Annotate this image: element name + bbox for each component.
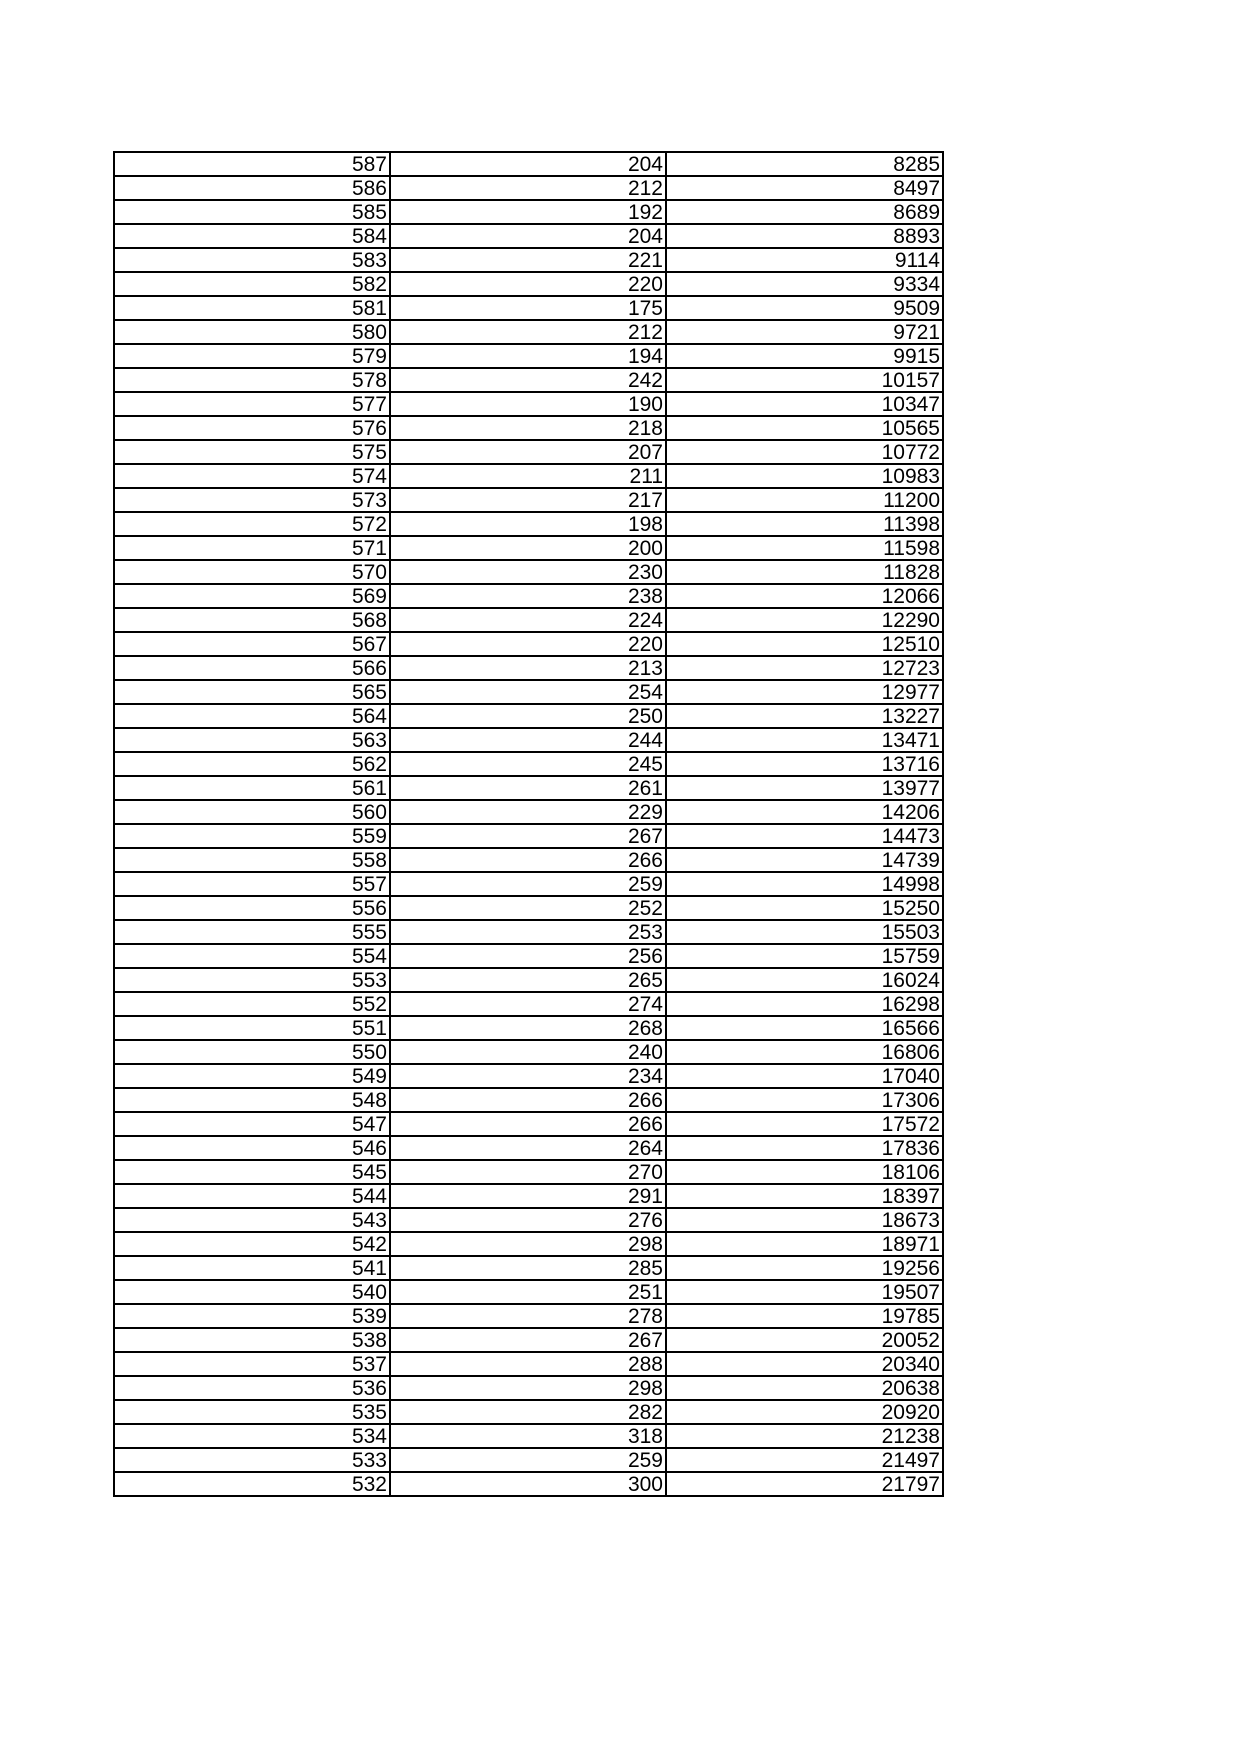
score-cell: 568	[114, 608, 390, 632]
score-cell: 567	[114, 632, 390, 656]
score-cell: 584	[114, 224, 390, 248]
score-cell: 537	[114, 1352, 390, 1376]
count-cell: 266	[390, 1088, 666, 1112]
cumulative-cell: 9721	[666, 320, 943, 344]
table-row	[114, 1064, 943, 1088]
table-row	[114, 416, 943, 440]
score-cell: 557	[114, 872, 390, 896]
score-cell: 566	[114, 656, 390, 680]
cumulative-cell: 21497	[666, 1448, 943, 1472]
score-cell: 534	[114, 1424, 390, 1448]
cumulative-cell: 12510	[666, 632, 943, 656]
table-row	[114, 464, 943, 488]
table-row	[114, 512, 943, 536]
score-cell: 543	[114, 1208, 390, 1232]
score-cell: 579	[114, 344, 390, 368]
count-cell: 192	[390, 200, 666, 224]
cumulative-cell: 18673	[666, 1208, 943, 1232]
table-row	[114, 560, 943, 584]
table-row	[114, 1136, 943, 1160]
cumulative-cell: 17836	[666, 1136, 943, 1160]
cumulative-cell: 13716	[666, 752, 943, 776]
cumulative-cell: 11200	[666, 488, 943, 512]
cumulative-cell: 19256	[666, 1256, 943, 1280]
cumulative-cell: 9334	[666, 272, 943, 296]
table-row	[114, 872, 943, 896]
score-table-body	[114, 152, 943, 1496]
count-cell: 298	[390, 1232, 666, 1256]
count-cell: 250	[390, 704, 666, 728]
score-cell: 578	[114, 368, 390, 392]
cumulative-cell: 12723	[666, 656, 943, 680]
table-row	[114, 1088, 943, 1112]
table-row	[114, 896, 943, 920]
score-cell: 540	[114, 1280, 390, 1304]
cumulative-cell: 10983	[666, 464, 943, 488]
table-row	[114, 1184, 943, 1208]
count-cell: 291	[390, 1184, 666, 1208]
cumulative-cell: 18971	[666, 1232, 943, 1256]
score-cell: 558	[114, 848, 390, 872]
score-cell: 554	[114, 944, 390, 968]
count-cell: 207	[390, 440, 666, 464]
count-cell: 267	[390, 824, 666, 848]
count-cell: 266	[390, 848, 666, 872]
count-cell: 285	[390, 1256, 666, 1280]
table-row	[114, 296, 943, 320]
count-cell: 200	[390, 536, 666, 560]
cumulative-cell: 21797	[666, 1472, 943, 1496]
count-cell: 224	[390, 608, 666, 632]
score-cell: 544	[114, 1184, 390, 1208]
count-cell: 298	[390, 1376, 666, 1400]
score-cell: 549	[114, 1064, 390, 1088]
cumulative-cell: 16806	[666, 1040, 943, 1064]
table-row	[114, 1016, 943, 1040]
table-row	[114, 1328, 943, 1352]
count-cell: 211	[390, 464, 666, 488]
cumulative-cell: 9915	[666, 344, 943, 368]
score-cell: 580	[114, 320, 390, 344]
score-cell: 564	[114, 704, 390, 728]
score-cell: 587	[114, 152, 390, 176]
count-cell: 221	[390, 248, 666, 272]
count-cell: 318	[390, 1424, 666, 1448]
cumulative-cell: 20920	[666, 1400, 943, 1424]
cumulative-cell: 12977	[666, 680, 943, 704]
count-cell: 282	[390, 1400, 666, 1424]
table-row	[114, 704, 943, 728]
table-row	[114, 200, 943, 224]
count-cell: 217	[390, 488, 666, 512]
score-cell: 563	[114, 728, 390, 752]
count-cell: 252	[390, 896, 666, 920]
cumulative-cell: 9509	[666, 296, 943, 320]
count-cell: 268	[390, 1016, 666, 1040]
count-cell: 261	[390, 776, 666, 800]
table-row	[114, 272, 943, 296]
count-cell: 300	[390, 1472, 666, 1496]
count-cell: 220	[390, 272, 666, 296]
cumulative-cell: 13977	[666, 776, 943, 800]
table-row	[114, 1160, 943, 1184]
cumulative-cell: 9114	[666, 248, 943, 272]
count-cell: 212	[390, 320, 666, 344]
cumulative-cell: 17040	[666, 1064, 943, 1088]
score-cell: 586	[114, 176, 390, 200]
count-cell: 204	[390, 152, 666, 176]
count-cell: 230	[390, 560, 666, 584]
cumulative-cell: 10347	[666, 392, 943, 416]
count-cell: 276	[390, 1208, 666, 1232]
score-cell: 551	[114, 1016, 390, 1040]
count-cell: 288	[390, 1352, 666, 1376]
count-cell: 253	[390, 920, 666, 944]
cumulative-cell: 14739	[666, 848, 943, 872]
table-row	[114, 1256, 943, 1280]
cumulative-cell: 18106	[666, 1160, 943, 1184]
score-cell: 550	[114, 1040, 390, 1064]
cumulative-cell: 17572	[666, 1112, 943, 1136]
table-row	[114, 440, 943, 464]
count-cell: 190	[390, 392, 666, 416]
table-row	[114, 1280, 943, 1304]
table-row	[114, 1376, 943, 1400]
cumulative-cell: 11398	[666, 512, 943, 536]
table-row	[114, 656, 943, 680]
table-row	[114, 1040, 943, 1064]
cumulative-cell: 14998	[666, 872, 943, 896]
table-row	[114, 824, 943, 848]
cumulative-cell: 20052	[666, 1328, 943, 1352]
table-row	[114, 1208, 943, 1232]
cumulative-cell: 14206	[666, 800, 943, 824]
score-cell: 583	[114, 248, 390, 272]
score-cell: 585	[114, 200, 390, 224]
score-cell: 562	[114, 752, 390, 776]
count-cell: 259	[390, 1448, 666, 1472]
table-row	[114, 488, 943, 512]
count-cell: 242	[390, 368, 666, 392]
table-row	[114, 1112, 943, 1136]
cumulative-cell: 12066	[666, 584, 943, 608]
count-cell: 213	[390, 656, 666, 680]
score-cell: 555	[114, 920, 390, 944]
score-cell: 561	[114, 776, 390, 800]
score-cell: 574	[114, 464, 390, 488]
score-cell: 542	[114, 1232, 390, 1256]
cumulative-cell: 11598	[666, 536, 943, 560]
score-cell: 575	[114, 440, 390, 464]
score-cell: 560	[114, 800, 390, 824]
count-cell: 254	[390, 680, 666, 704]
count-cell: 270	[390, 1160, 666, 1184]
score-cell: 547	[114, 1112, 390, 1136]
cumulative-cell: 12290	[666, 608, 943, 632]
table-row	[114, 608, 943, 632]
table-row	[114, 248, 943, 272]
cumulative-cell: 20340	[666, 1352, 943, 1376]
count-cell: 267	[390, 1328, 666, 1352]
cumulative-cell: 8689	[666, 200, 943, 224]
score-cell: 552	[114, 992, 390, 1016]
count-cell: 265	[390, 968, 666, 992]
score-cell: 541	[114, 1256, 390, 1280]
table-row	[114, 944, 943, 968]
score-cell: 532	[114, 1472, 390, 1496]
cumulative-cell: 8893	[666, 224, 943, 248]
table-row	[114, 320, 943, 344]
count-cell: 198	[390, 512, 666, 536]
table-row	[114, 992, 943, 1016]
cumulative-cell: 8497	[666, 176, 943, 200]
count-cell: 278	[390, 1304, 666, 1328]
count-cell: 244	[390, 728, 666, 752]
table-row	[114, 800, 943, 824]
count-cell: 256	[390, 944, 666, 968]
score-cell: 539	[114, 1304, 390, 1328]
table-row	[114, 968, 943, 992]
score-cell: 569	[114, 584, 390, 608]
table-row	[114, 1352, 943, 1376]
score-cell: 553	[114, 968, 390, 992]
table-row	[114, 1232, 943, 1256]
cumulative-cell: 16298	[666, 992, 943, 1016]
cumulative-cell: 10772	[666, 440, 943, 464]
score-cell: 570	[114, 560, 390, 584]
table-row	[114, 680, 943, 704]
count-cell: 229	[390, 800, 666, 824]
score-cell: 573	[114, 488, 390, 512]
cumulative-cell: 21238	[666, 1424, 943, 1448]
count-cell: 220	[390, 632, 666, 656]
table-row	[114, 848, 943, 872]
score-cell: 536	[114, 1376, 390, 1400]
count-cell: 274	[390, 992, 666, 1016]
table-row	[114, 920, 943, 944]
table-row	[114, 368, 943, 392]
table-row	[114, 1304, 943, 1328]
cumulative-cell: 15503	[666, 920, 943, 944]
table-row	[114, 1448, 943, 1472]
count-cell: 218	[390, 416, 666, 440]
table-row	[114, 776, 943, 800]
score-cell: 559	[114, 824, 390, 848]
score-cell: 571	[114, 536, 390, 560]
cumulative-cell: 15759	[666, 944, 943, 968]
table-row	[114, 1400, 943, 1424]
cumulative-cell: 17306	[666, 1088, 943, 1112]
score-cell: 582	[114, 272, 390, 296]
score-cell: 548	[114, 1088, 390, 1112]
cumulative-cell: 13227	[666, 704, 943, 728]
cumulative-cell: 10157	[666, 368, 943, 392]
count-cell: 212	[390, 176, 666, 200]
table-row	[114, 584, 943, 608]
cumulative-cell: 14473	[666, 824, 943, 848]
count-cell: 204	[390, 224, 666, 248]
table-row	[114, 1424, 943, 1448]
cumulative-cell: 18397	[666, 1184, 943, 1208]
count-cell: 238	[390, 584, 666, 608]
table-row	[114, 344, 943, 368]
score-cell: 546	[114, 1136, 390, 1160]
count-cell: 175	[390, 296, 666, 320]
score-cell: 581	[114, 296, 390, 320]
score-cell: 538	[114, 1328, 390, 1352]
cumulative-cell: 16566	[666, 1016, 943, 1040]
cumulative-cell: 13471	[666, 728, 943, 752]
table-row	[114, 728, 943, 752]
count-cell: 266	[390, 1112, 666, 1136]
count-cell: 251	[390, 1280, 666, 1304]
table-row	[114, 392, 943, 416]
score-cell: 545	[114, 1160, 390, 1184]
cumulative-cell: 20638	[666, 1376, 943, 1400]
count-cell: 264	[390, 1136, 666, 1160]
cumulative-cell: 11828	[666, 560, 943, 584]
score-cell: 533	[114, 1448, 390, 1472]
cumulative-cell: 19507	[666, 1280, 943, 1304]
score-cell: 576	[114, 416, 390, 440]
cumulative-cell: 19785	[666, 1304, 943, 1328]
table-row	[114, 176, 943, 200]
table-row	[114, 536, 943, 560]
table-row	[114, 224, 943, 248]
cumulative-cell: 10565	[666, 416, 943, 440]
table-row	[114, 1472, 943, 1496]
score-cell: 556	[114, 896, 390, 920]
count-cell: 194	[390, 344, 666, 368]
count-cell: 234	[390, 1064, 666, 1088]
score-cell: 535	[114, 1400, 390, 1424]
score-cell: 565	[114, 680, 390, 704]
count-cell: 245	[390, 752, 666, 776]
cumulative-cell: 16024	[666, 968, 943, 992]
count-cell: 240	[390, 1040, 666, 1064]
table-row	[114, 152, 943, 176]
score-cell: 572	[114, 512, 390, 536]
table-row	[114, 752, 943, 776]
cumulative-cell: 15250	[666, 896, 943, 920]
cumulative-cell: 8285	[666, 152, 943, 176]
score-cell: 577	[114, 392, 390, 416]
score-table	[113, 151, 944, 1497]
table-row	[114, 632, 943, 656]
count-cell: 259	[390, 872, 666, 896]
